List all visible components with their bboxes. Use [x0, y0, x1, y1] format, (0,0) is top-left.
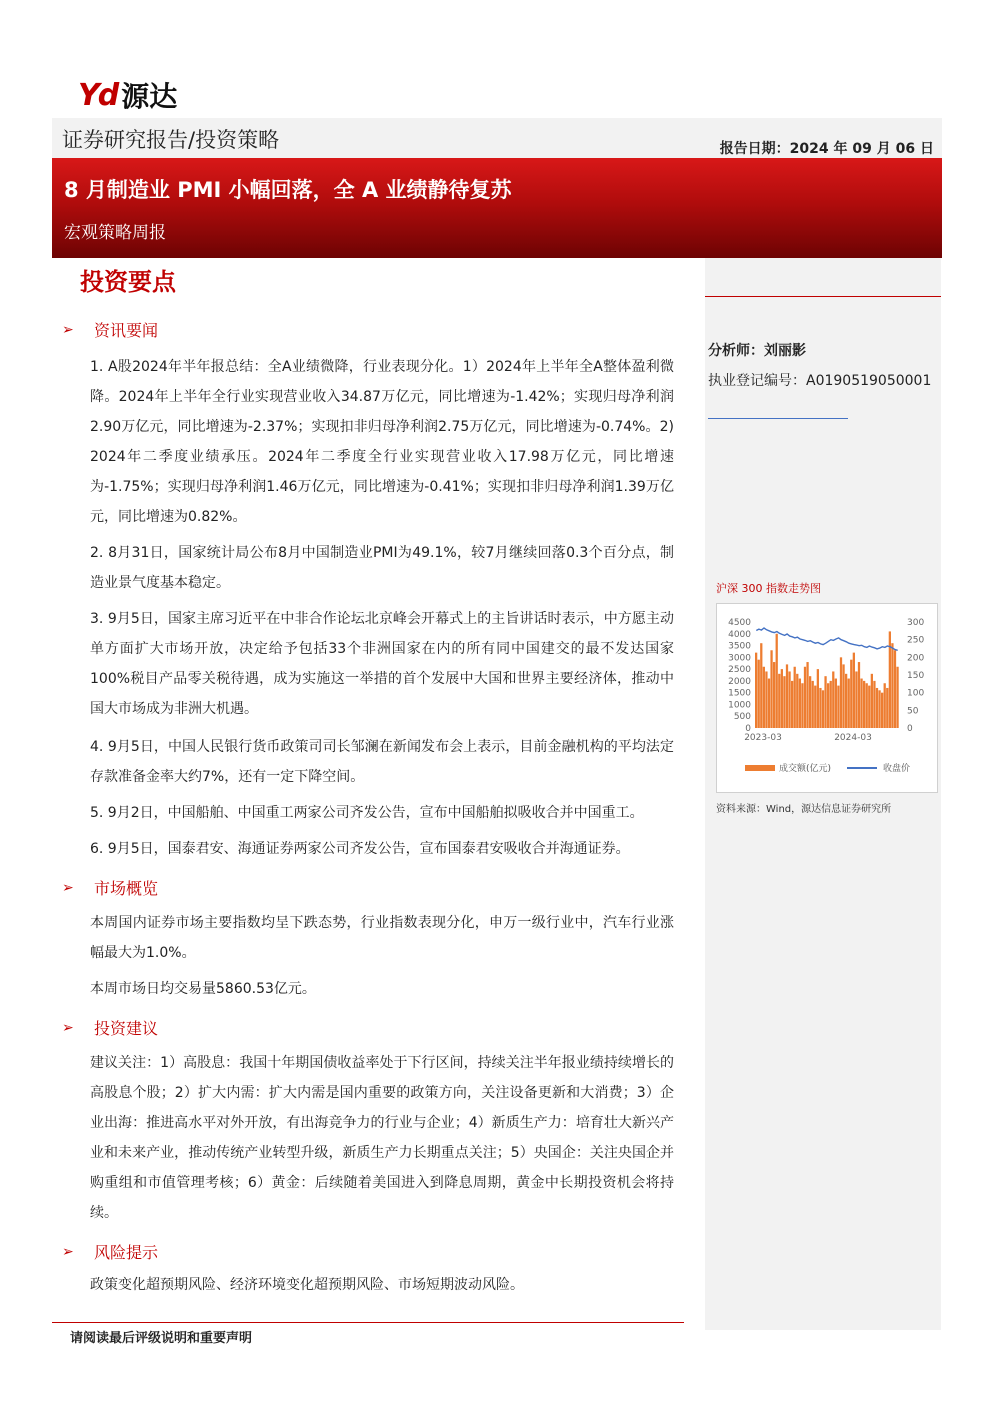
- chart-title: 沪深 300 指数走势图: [716, 582, 821, 595]
- volume-bar: [819, 688, 821, 728]
- footer-divider: [52, 1322, 684, 1323]
- title-banner: [52, 158, 942, 258]
- left-axis-tick-label: 3000: [728, 653, 751, 664]
- market-paragraph-1: 本周国内证券市场主要指数均呈下跌态势，行业指数表现分化，申万一级行业中，汽车行业涨幅最大为1.0%。: [90, 915, 674, 961]
- volume-bar: [791, 681, 793, 728]
- volume-bar: [799, 679, 801, 728]
- section-label: 风险提示: [94, 1243, 159, 1262]
- volume-bar: [783, 676, 785, 728]
- volume-bar: [855, 671, 857, 728]
- market-paragraph-2: 本周市场日均交易量5860.53亿元。: [90, 981, 316, 997]
- volume-bar: [827, 683, 829, 728]
- volume-bar: [866, 683, 868, 728]
- news-paragraph-2: 2. 8月31日，国家统计局公布8月中国制造业PMI为49.1%，较7月继续回落0.3个百分点，制造业景气度基本稳定。: [90, 545, 674, 591]
- volume-bar: [891, 643, 893, 728]
- volume-bar: [794, 667, 796, 728]
- left-axis-tick-label: 4500: [728, 618, 751, 628]
- section-label: 投资建议: [94, 1019, 159, 1038]
- volume-bar: [758, 660, 760, 728]
- chevron-right-icon: ➢: [62, 1243, 74, 1260]
- news-paragraph-3: 3. 9月5日，国家主席习近平在中非合作论坛北京峰会开幕式上的主旨讲话时表示，中方愿主动单方面扩大市场开放，决定给予包括33个非洲国家在内的所有同中国建交的最不发达国家100%税目产品零关税待遇，成为实施这一举措的首个发展中大国和世界主要经济体，推动中国大市场成为非洲大机遇。: [90, 611, 674, 717]
- volume-bar: [884, 683, 886, 728]
- volume-bar: [842, 664, 844, 728]
- left-axis-tick-label: 4000: [728, 629, 751, 640]
- volume-bar: [768, 679, 770, 728]
- left-axis-tick-label: 2500: [728, 665, 751, 676]
- report-subtitle: 宏观策略周报: [64, 223, 166, 243]
- analyst-name: 分析师：刘丽影: [708, 343, 806, 359]
- volume-bar: [896, 667, 898, 728]
- chevron-right-icon: ➢: [62, 879, 74, 896]
- volume-bar: [796, 674, 798, 728]
- advice-paragraph-1: 建议关注：1）高股息：我国十年期国债收益率处于下行区间，持续关注半年报业绩持续增长的高股息个股；2）扩大内需：扩大内需是国内重要的政策方向，关注设备更新和大消费；3）企业出海：推进高水平对外开放，有出海竞争力的行业与企业；4）新质生产力：培育壮大新兴产业和未来产业，推动传统产业转型升级，新质生产力长期重点关注；5）央国企：关注央国企并购重组和市值管理考核；6）黄金：后续随着美国进入到降息周期，黄金中长期投资机会将持续。: [90, 1055, 674, 1221]
- news-paragraph-1: 1. A股2024年半年报总结：全A业绩微降，行业表现分化。1）2024年上半年全A整体盈利微降。2024年上半年全行业实现营业收入34.87万亿元，同比增速为-1.42%；实现归母净利润2.90万亿元，同比增速为-2.37%；实现扣非归母净利润2.75万亿元，同比增速为-0.74%。2) 2024年二季度业绩承压。2024年二季度全行业实现营业收入17.98万亿元，同比增速为-1.75%；实现归母净利润1.46万亿元，同比增速为-0.41%；实现扣非归母净利润1.39万亿元，同比增速为0.82%。: [90, 359, 674, 525]
- volume-bar: [788, 671, 790, 728]
- report-category: 证券研究报告/投资策略: [62, 128, 280, 152]
- index-chart: [716, 603, 938, 793]
- risk-paragraph-1: 政策变化超预期风险、经济环境变化超预期风险、市场短期波动风险。: [90, 1277, 524, 1293]
- volume-bar: [755, 653, 757, 728]
- chevron-right-icon: ➢: [62, 1019, 74, 1036]
- volume-bar: [830, 681, 832, 728]
- volume-bar: [886, 688, 888, 728]
- volume-bar: [860, 679, 862, 728]
- volume-bar: [773, 662, 775, 728]
- left-axis-tick-label: 0: [745, 724, 751, 734]
- volume-bar: [863, 681, 865, 728]
- news-paragraph-6: 6. 9月5日，国泰君安、海通证券两家公司齐发公告，宣布国泰君安吸收合并海通证券。: [90, 841, 630, 857]
- analyst-registration: 执业登记编号：A0190519050001: [708, 373, 932, 389]
- volume-bar: [858, 662, 860, 728]
- company-logo: [78, 78, 177, 112]
- left-axis-tick-label: 2000: [728, 676, 751, 687]
- volume-bar: [873, 681, 875, 728]
- volume-bar: [840, 657, 842, 728]
- volume-bar: [871, 674, 873, 728]
- report-title: 8 月制造业 PMI 小幅回落，全 A 业绩静待复苏: [64, 178, 512, 202]
- volume-bar: [801, 683, 803, 728]
- volume-bar: [804, 667, 806, 728]
- volume-bar: [850, 660, 852, 728]
- right-axis-tick-label: 100: [907, 688, 925, 699]
- left-axis-tick-label: 3500: [728, 641, 751, 652]
- footer-disclaimer: 请阅读最后评级说明和重要声明: [70, 1331, 253, 1346]
- volume-bar: [881, 693, 883, 728]
- volume-bar: [812, 681, 814, 728]
- section-news: [62, 318, 158, 341]
- volume-bar: [778, 674, 780, 728]
- section-label: 市场概览: [94, 879, 159, 898]
- volume-bar: [824, 676, 826, 728]
- sidebar-divider: [705, 296, 941, 297]
- volume-bar: [760, 643, 762, 728]
- volume-bar: [786, 664, 788, 728]
- volume-bar: [868, 686, 870, 728]
- volume-bar: [806, 662, 808, 728]
- news-paragraph-5: 5. 9月2日，中国船舶、中国重工两家公司齐发公告，宣布中国船舶拟吸收合并中国重工。: [90, 805, 644, 821]
- volume-bar: [853, 653, 855, 728]
- left-axis-tick-label: 500: [733, 712, 751, 723]
- volume-bar: [817, 669, 819, 728]
- volume-bar: [835, 679, 837, 728]
- volume-bar: [845, 674, 847, 728]
- left-axis-tick-label: 1000: [728, 700, 751, 711]
- volume-bar: [878, 690, 880, 728]
- volume-bar: [776, 634, 778, 728]
- volume-bar: [837, 686, 839, 728]
- chevron-right-icon: ➢: [62, 321, 74, 338]
- volume-bar: [814, 686, 816, 728]
- chart-source: 资料来源：Wind，源达信息证券研究所: [716, 804, 892, 815]
- x-axis-tick-label: 2024-03: [834, 733, 872, 743]
- report-date: 报告日期：2024 年 09 月 06 日: [719, 141, 934, 157]
- right-axis-tick-label: 150: [907, 671, 925, 681]
- section-market: [62, 876, 158, 899]
- volume-bar: [765, 671, 767, 728]
- volume-bar: [848, 679, 850, 728]
- right-axis-tick-label: 0: [907, 724, 913, 734]
- x-axis-tick-label: 2023-03: [744, 733, 782, 743]
- volume-bar: [822, 690, 824, 728]
- right-axis-tick-label: 200: [907, 653, 925, 664]
- volume-bar: [832, 671, 834, 728]
- right-axis-tick-label: 300: [907, 618, 925, 628]
- section-advice: [62, 1016, 158, 1039]
- right-axis-tick-label: 250: [907, 635, 925, 646]
- volume-bar: [809, 676, 811, 728]
- legend-bar-swatch: [745, 765, 775, 771]
- news-paragraph-4: 4. 9月5日，中国人民银行货币政策司司长邹澜在新闻发布会上表示，目前金融机构的平均法定存款准备金率大约7%，还有一定下降空间。: [90, 739, 674, 785]
- section-risk: [62, 1240, 158, 1263]
- section-label: 资讯要闻: [94, 321, 159, 340]
- logo-mark: Yd: [78, 77, 118, 113]
- sidebar-divider-blue: [708, 418, 848, 419]
- legend-line-label: 收盘价: [883, 764, 911, 774]
- volume-bar: [781, 669, 783, 728]
- right-axis-tick-label: 50: [907, 706, 919, 717]
- chart-svg: [717, 604, 937, 792]
- volume-bar: [894, 650, 896, 728]
- legend-bar-label: 成交额(亿元): [779, 764, 832, 774]
- left-axis-tick-label: 1500: [728, 688, 751, 699]
- volume-bar: [770, 650, 772, 728]
- key-points-heading: 投资要点: [80, 268, 176, 296]
- volume-bar: [763, 667, 765, 728]
- volume-bar: [876, 688, 878, 728]
- logo-text: 源达: [121, 80, 178, 113]
